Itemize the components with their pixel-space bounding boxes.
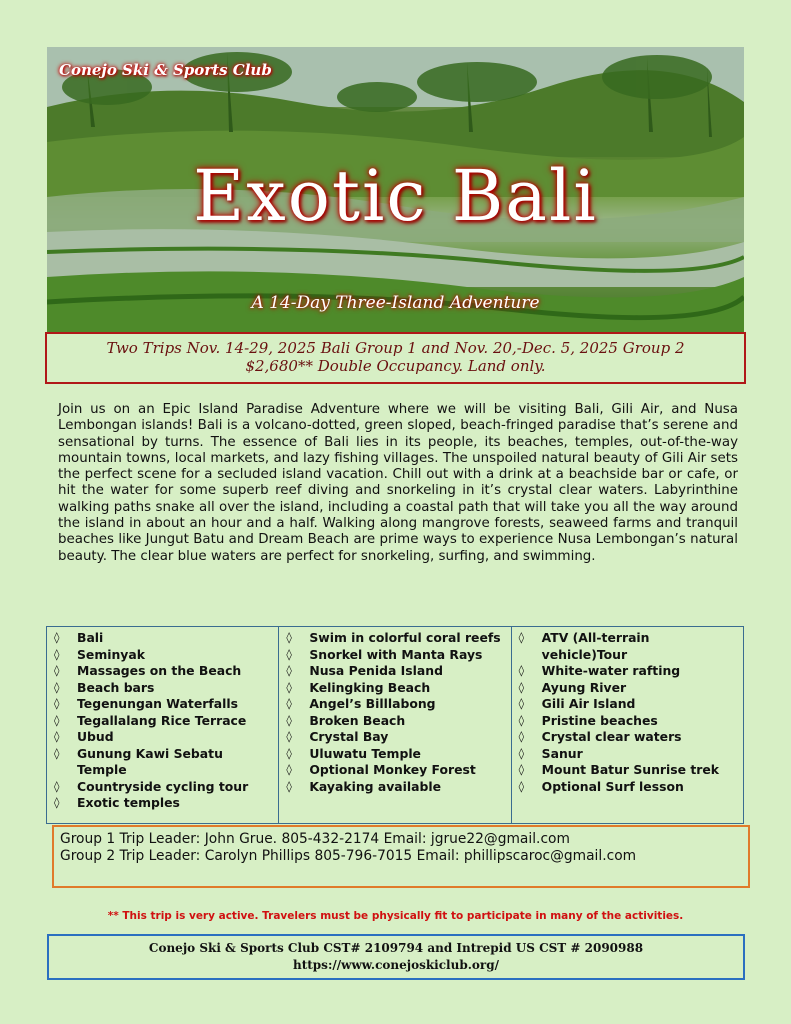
highlight-item (51, 746, 274, 779)
diamond-bullet-icon: ◊ (518, 680, 525, 694)
highlight-label: Swim in colorful coral reefs (309, 630, 501, 645)
highlight-label: Snorkel with Manta Rays (309, 646, 483, 662)
highlight-label: Bali (77, 630, 104, 645)
diamond-bullet-icon: ◊ (518, 664, 525, 677)
diamond-bullet-icon: ◊ (286, 746, 292, 760)
highlight-label: Exotic temples (77, 795, 180, 810)
highlight-item (516, 680, 739, 697)
highlight-label: Optional Surf lesson (541, 778, 684, 794)
highlight-label: Massages on the Beach (77, 663, 242, 678)
highlight-label: Gili Air Island (541, 696, 636, 711)
diamond-bullet-icon: ◊ (286, 763, 292, 776)
trip-leaders-box (52, 825, 750, 888)
highlight-item (283, 663, 506, 680)
highlight-item (51, 729, 274, 746)
highlight-label: Tegenungan Waterfalls (77, 696, 238, 711)
highlights-column-1 (47, 627, 278, 823)
trip-price: $2,680** Double Occupancy. Land only. (245, 357, 546, 375)
diamond-bullet-icon: ◊ (518, 631, 525, 644)
intro-paragraph: Join us on an Epic Island Paradise Adventure where we will be visiting Bali, Gili Air, and Nusa Lembongan islands! Bali is a volcano-dotted, green sloped, beach-fringed paradise that’s serene and sensational by turns. The essence of Bali lies in its people, its beaches, temples, out-of-the-way mountain towns, local markets, and lazy fishing villages. The unspoiled natural beauty of Gili Air sets the perfect scene for a secluded island vacation. Chill out with a drink at a beachside bar or cafe, or hit the water for some superb reef diving and snorkeling in it’s crystal clear waters. Labyrinthine walking paths snake all over the island, including a coastal path that will take you all the way around the island in about an hour and a half. Walking along mangrove forests, seaweed farms and tranquil beaches like Jungut Batu and Dream Beach are prime ways to experience Nusa Lembongan’s natural beauty. The clear blue waters are perfect for snorkeling, surfing, and swimming. (58, 402, 738, 564)
diamond-bullet-icon: ◊ (286, 697, 292, 710)
highlight-item (283, 696, 506, 713)
diamond-bullet-icon: ◊ (286, 647, 292, 661)
highlight-item (283, 762, 506, 779)
highlight-label: Kayaking available (309, 778, 442, 794)
highlight-item (51, 680, 274, 697)
activity-warning: ** This trip is very active. Travelers must be physically fit to participate in many of the activities. (107, 910, 684, 922)
diamond-bullet-icon: ◊ (54, 697, 60, 710)
highlight-label: Countryside cycling tour (77, 778, 249, 794)
highlight-item (51, 713, 274, 730)
highlights-column-3 (511, 627, 743, 823)
highlight-label: Crystal clear waters (541, 729, 682, 744)
highlight-label: Crystal Bay (309, 729, 389, 744)
diamond-bullet-icon: ◊ (54, 680, 60, 694)
diamond-bullet-icon: ◊ (54, 730, 60, 743)
trip-dates-box (45, 332, 746, 384)
highlight-label: Tegallalang Rice Terrace (77, 712, 247, 728)
highlight-item (516, 713, 739, 730)
highlight-item (283, 746, 506, 763)
highlight-label: Mount Batur Sunrise trek (541, 762, 720, 777)
highlights-grid (46, 626, 744, 824)
hero-banner (47, 47, 744, 332)
highlight-item (516, 779, 739, 796)
highlight-label: Beach bars (77, 679, 155, 695)
highlight-item (51, 779, 274, 796)
highlight-item (283, 647, 506, 664)
diamond-bullet-icon: ◊ (518, 779, 525, 793)
highlight-label: Seminyak (77, 646, 145, 662)
footer-box (47, 934, 745, 980)
diamond-bullet-icon: ◊ (518, 697, 525, 710)
diamond-bullet-icon: ◊ (286, 730, 292, 743)
diamond-bullet-icon: ◊ (286, 713, 292, 727)
group2-leader: Group 2 Trip Leader: Carolyn Phillips 805-796-7015 Email: phillipscaroc@gmail.com (60, 848, 637, 864)
highlight-item (51, 663, 274, 680)
highlight-label: White-water rafting (541, 663, 681, 678)
highlight-item (283, 630, 506, 647)
diamond-bullet-icon: ◊ (286, 664, 292, 677)
diamond-bullet-icon: ◊ (518, 746, 525, 760)
highlights-column-2 (278, 627, 510, 823)
club-logo-text: Conejo Ski & Sports Club (59, 61, 272, 79)
trip-dates: Two Trips Nov. 14-29, 2025 Bali Group 1 and Nov. 20,-Dec. 5, 2025 Group 2 (106, 339, 685, 357)
diamond-bullet-icon: ◊ (54, 647, 60, 661)
diamond-bullet-icon: ◊ (286, 631, 292, 644)
diamond-bullet-icon: ◊ (54, 746, 60, 760)
highlight-item (516, 729, 739, 746)
highlight-label: Sanur (541, 745, 583, 761)
highlight-item (51, 630, 274, 647)
highlight-label: ATV (All-terrain vehicle)Tour (541, 630, 650, 662)
highlight-label: Nusa Penida Island (309, 663, 443, 678)
highlight-item (51, 696, 274, 713)
diamond-bullet-icon: ◊ (54, 796, 60, 809)
diamond-bullet-icon: ◊ (54, 664, 60, 677)
diamond-bullet-icon: ◊ (54, 631, 60, 644)
page-subtitle: A 14-Day Three-Island Adventure (251, 293, 540, 313)
highlight-label: Optional Monkey Forest (309, 762, 476, 777)
highlight-label: Uluwatu Temple (309, 745, 421, 761)
highlight-item (51, 795, 274, 812)
highlight-label: Ayung River (541, 679, 627, 695)
diamond-bullet-icon: ◊ (286, 680, 292, 694)
diamond-bullet-icon: ◊ (518, 713, 525, 727)
highlight-label: Angel’s Billlabong (309, 696, 436, 711)
highlight-label: Broken Beach (309, 712, 406, 728)
highlight-label: Kelingking Beach (309, 679, 431, 695)
license-info: Conejo Ski & Sports Club CST# 2109794 and Intrepid US CST # 2090988 (148, 941, 644, 955)
highlight-item (516, 746, 739, 763)
highlight-item (283, 779, 506, 796)
highlight-item (283, 729, 506, 746)
diamond-bullet-icon: ◊ (286, 779, 292, 793)
highlight-item (51, 647, 274, 664)
highlight-label: Ubud (77, 729, 114, 744)
highlight-item (283, 680, 506, 697)
highlight-item (283, 713, 506, 730)
diamond-bullet-icon: ◊ (54, 779, 60, 793)
highlight-item (516, 630, 739, 663)
group1-leader: Group 1 Trip Leader: John Grue. 805-432-2174 Email: jgrue22@gmail.com (60, 831, 570, 847)
diamond-bullet-icon: ◊ (518, 763, 525, 776)
page-title: Exotic Bali (193, 155, 598, 237)
diamond-bullet-icon: ◊ (54, 713, 60, 727)
diamond-bullet-icon: ◊ (518, 730, 525, 743)
highlight-item (516, 762, 739, 779)
website-link[interactable]: https://www.conejoskiclub.org/ (292, 958, 499, 972)
highlight-item (516, 663, 739, 680)
highlight-item (516, 696, 739, 713)
highlight-label: Pristine beaches (541, 712, 658, 728)
highlight-label: Gunung Kawi Sebatu Temple (77, 745, 223, 777)
